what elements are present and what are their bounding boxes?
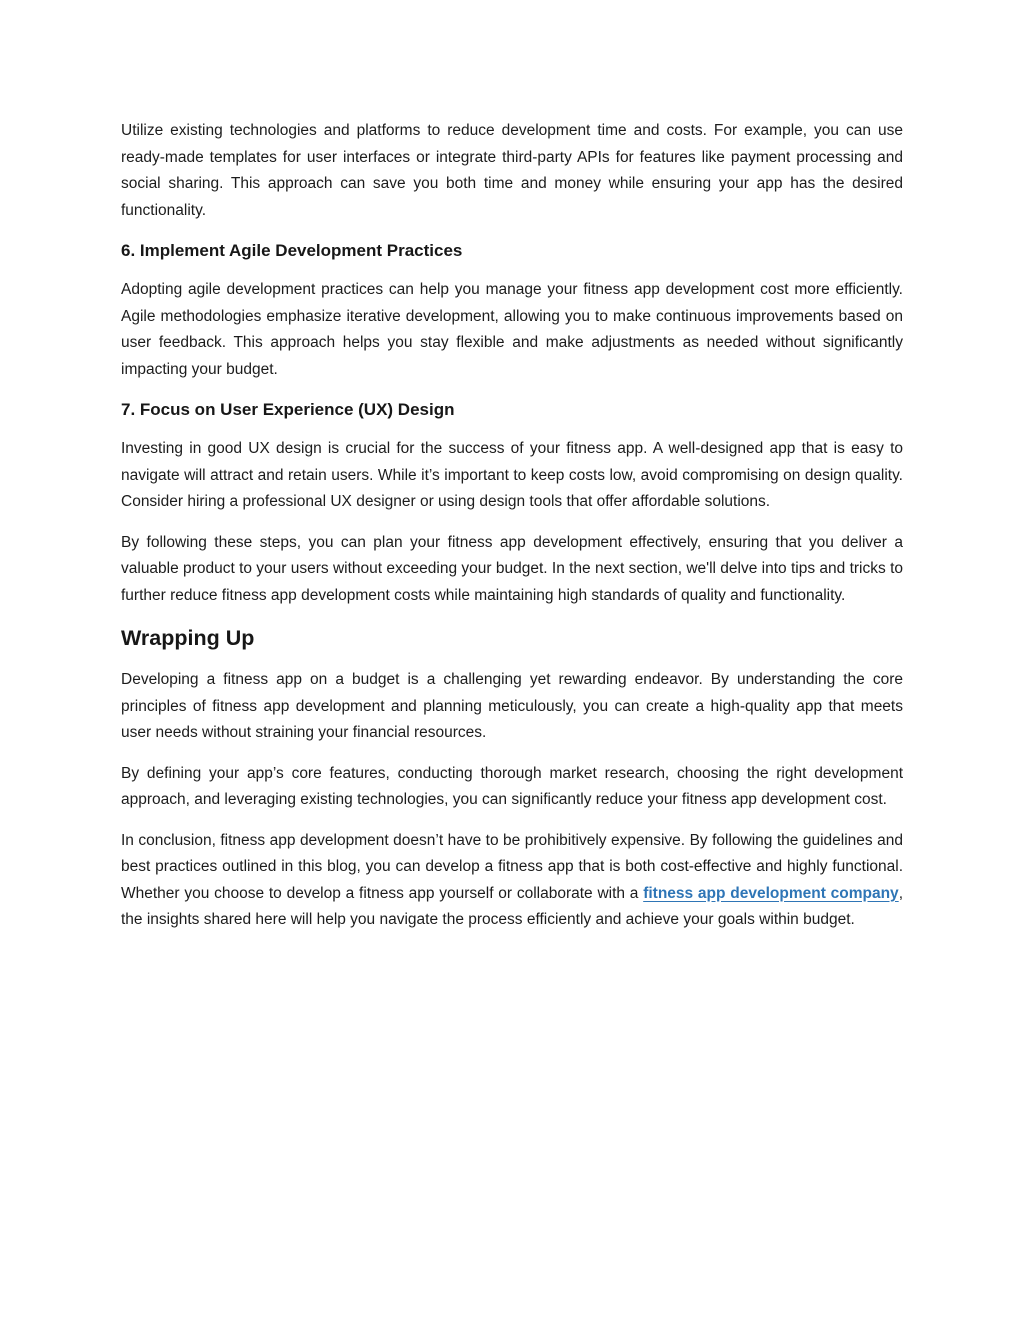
paragraph-following-steps: By following these steps, you can plan your fitness app development effectively, ensuring that you deliver a valuable product to your users without exceeding your budget. In the next section, we'll delve into tips and tricks to further reduce fitness app development costs while maintaining high standards of quality and functionality. — [121, 533, 903, 604]
conclusion-text-after-link: , the insights shared here will help you navigate the process efficiently and achieve your goals within budget. — [121, 884, 903, 928]
conclusion-text-before-link: In conclusion, fitness app development doesn’t have to be prohibitively expensive. By following the guidelines and best practices outlined in this blog, you can develop a fitness app that is both cost-effective and highly functional. Whether you choose to develop a fitness app yourself or collaborate with a — [121, 831, 903, 902]
heading-ux-design: 7. Focus on User Experience (UX) Design — [121, 400, 455, 419]
document-content — [121, 118, 903, 948]
paragraph-developing-budget: Developing a fitness app on a budget is a challenging yet rewarding endeavor. By understanding the core principles of fitness app development and planning meticulously, you can create a high-quality app that meets user needs without straining your financial resources. — [121, 671, 903, 741]
fitness-app-development-company-link[interactable]: fitness app development company — [643, 884, 899, 902]
paragraph-agile-practices: Adopting agile development practices can help you manage your fitness app development cost more efficiently. Agile methodologies emphasize iterative development, allowing you to make continuous improvements based on user feedback. This approach helps you stay flexible and make adjustments as needed without significantly impacting your budget. — [121, 281, 903, 378]
paragraph-utilize-technologies: Utilize existing technologies and platforms to reduce development time and costs. For example, you can use ready-made templates for user interfaces or integrate third-party APIs for features like payment processing and social sharing. This approach can save you both time and money while ensuring your app has the desired functionality. — [121, 122, 903, 219]
paragraph-defining-features: By defining your app’s core features, conducting thorough market research, choosing the right development approach, and leveraging existing technologies, you can significantly reduce your fitness app development cost. — [121, 764, 903, 808]
paragraph-conclusion — [121, 828, 903, 934]
heading-wrapping-up: Wrapping Up — [121, 626, 255, 650]
paragraph-ux-design: Investing in good UX design is crucial for the success of your fitness app. A well-designed app that is easy to navigate will attract and retain users. While it’s important to keep costs low, avoid compromising on design quality. Consider hiring a professional UX designer or using design tools that offer affordable solutions. — [121, 440, 903, 510]
heading-agile-development: 6. Implement Agile Development Practices — [121, 241, 463, 260]
